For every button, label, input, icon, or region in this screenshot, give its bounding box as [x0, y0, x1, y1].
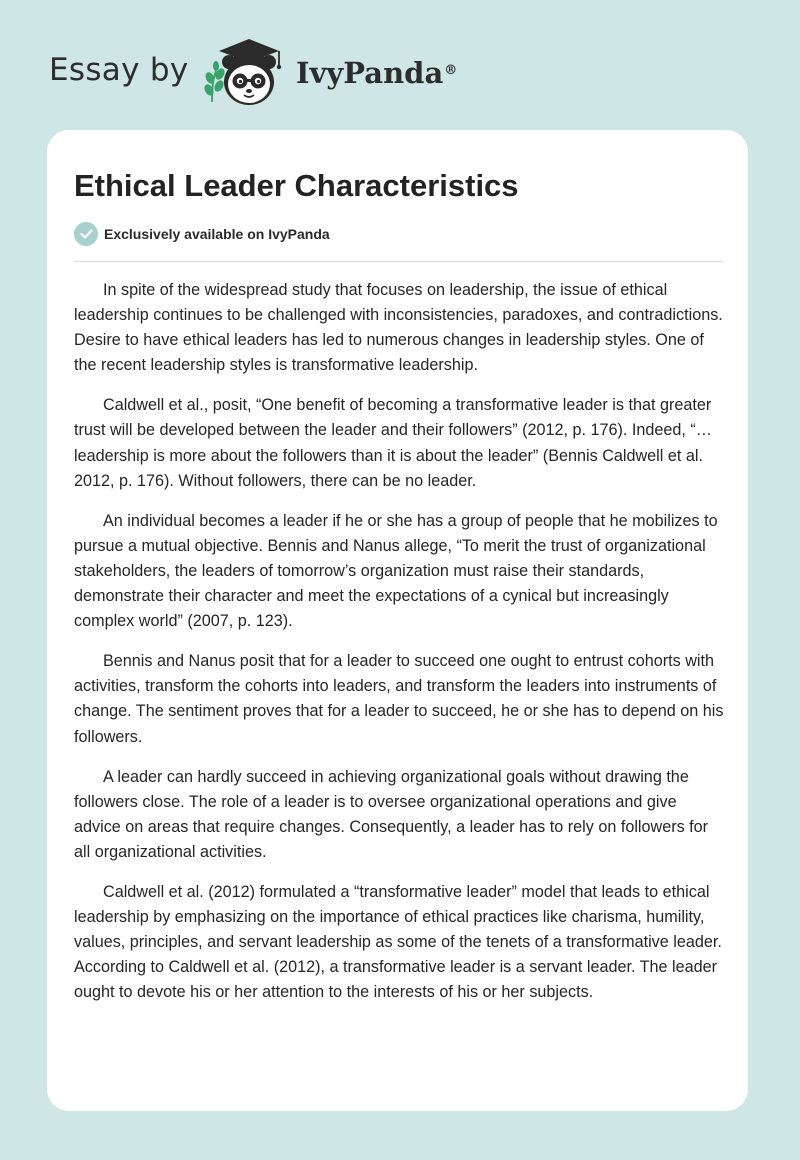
registered-mark: ® [444, 63, 458, 78]
title-divider [74, 261, 723, 262]
essay-paragraph: Bennis and Nanus posit that for a leader to succeed one ought to entrust cohorts with activities, transform the cohorts into leaders, and transform the leaders into instruments of change. The sentiment proves that for a leader to succeed, he or she has to depend on his followers. [74, 652, 724, 746]
page-title: Ethical Leader Characteristics [74, 168, 519, 203]
essay-paragraph: An individual becomes a leader if he or she has a group of people that he mobilizes to pursue a mutual objective. Bennis and Nanus allege, “To merit the trust of organizational stakeholders, the leaders of tomorrow’s organization must raise their standards, demonstrate their character and meet the expectations of a cynical but increasingly complex world” (2007, p. 123). [74, 511, 718, 631]
exclusive-badge [74, 222, 330, 246]
brand-name[interactable] [296, 55, 457, 91]
essay-paragraph: In spite of the widespread study that focuses on leadership, the issue of ethical leadership continues to be challenged with inconsistencies, paradoxes, and contradictions. Desire to have ethical leaders has led to numerous changes in leadership styles. One of the recent leadership styles is transformative leadership. [74, 281, 723, 375]
essay-paragraph: Caldwell et al., posit, “One benefit of becoming a transformative leader is that greater trust will be developed between the leader and their followers” (2012, p. 176). Indeed, “…leadership is more about the followers than it is about the leader” (Bennis Caldwell et al. 2012, p. 176). Without followers, there can be no leader. [74, 396, 712, 490]
essay-paragraph: A leader can hardly succeed in achieving organizational goals without drawing the followers close. The role of a leader is to oversee organizational operations and give advice on areas that require changes. Consequently, a leader has to rely on followers for all organizational activities. [74, 767, 709, 861]
essay-body [74, 278, 724, 1020]
exclusive-label: Exclusively available on IvyPanda [104, 226, 330, 242]
essay-by-label: Essay by [49, 52, 189, 88]
essay-card [47, 130, 748, 1111]
essay-paragraph: Caldwell et al. (2012) formulated a “transformative leader” model that leads to ethical leadership by emphasizing on the importance of ethical practices like charisma, humility, values, principles, and servant leadership as some of the tenets of a transformative leader. According to Caldwell et al. (2012), a transformative leader is a servant leader. The leader ought to devote his or her attention to the interests of his or her subjects. [74, 882, 722, 1002]
site-header [0, 0, 800, 130]
panda-graduate-logo-icon[interactable] [203, 36, 287, 108]
brand-name-text: IvyPanda [296, 56, 444, 90]
check-circle-icon [74, 222, 98, 246]
